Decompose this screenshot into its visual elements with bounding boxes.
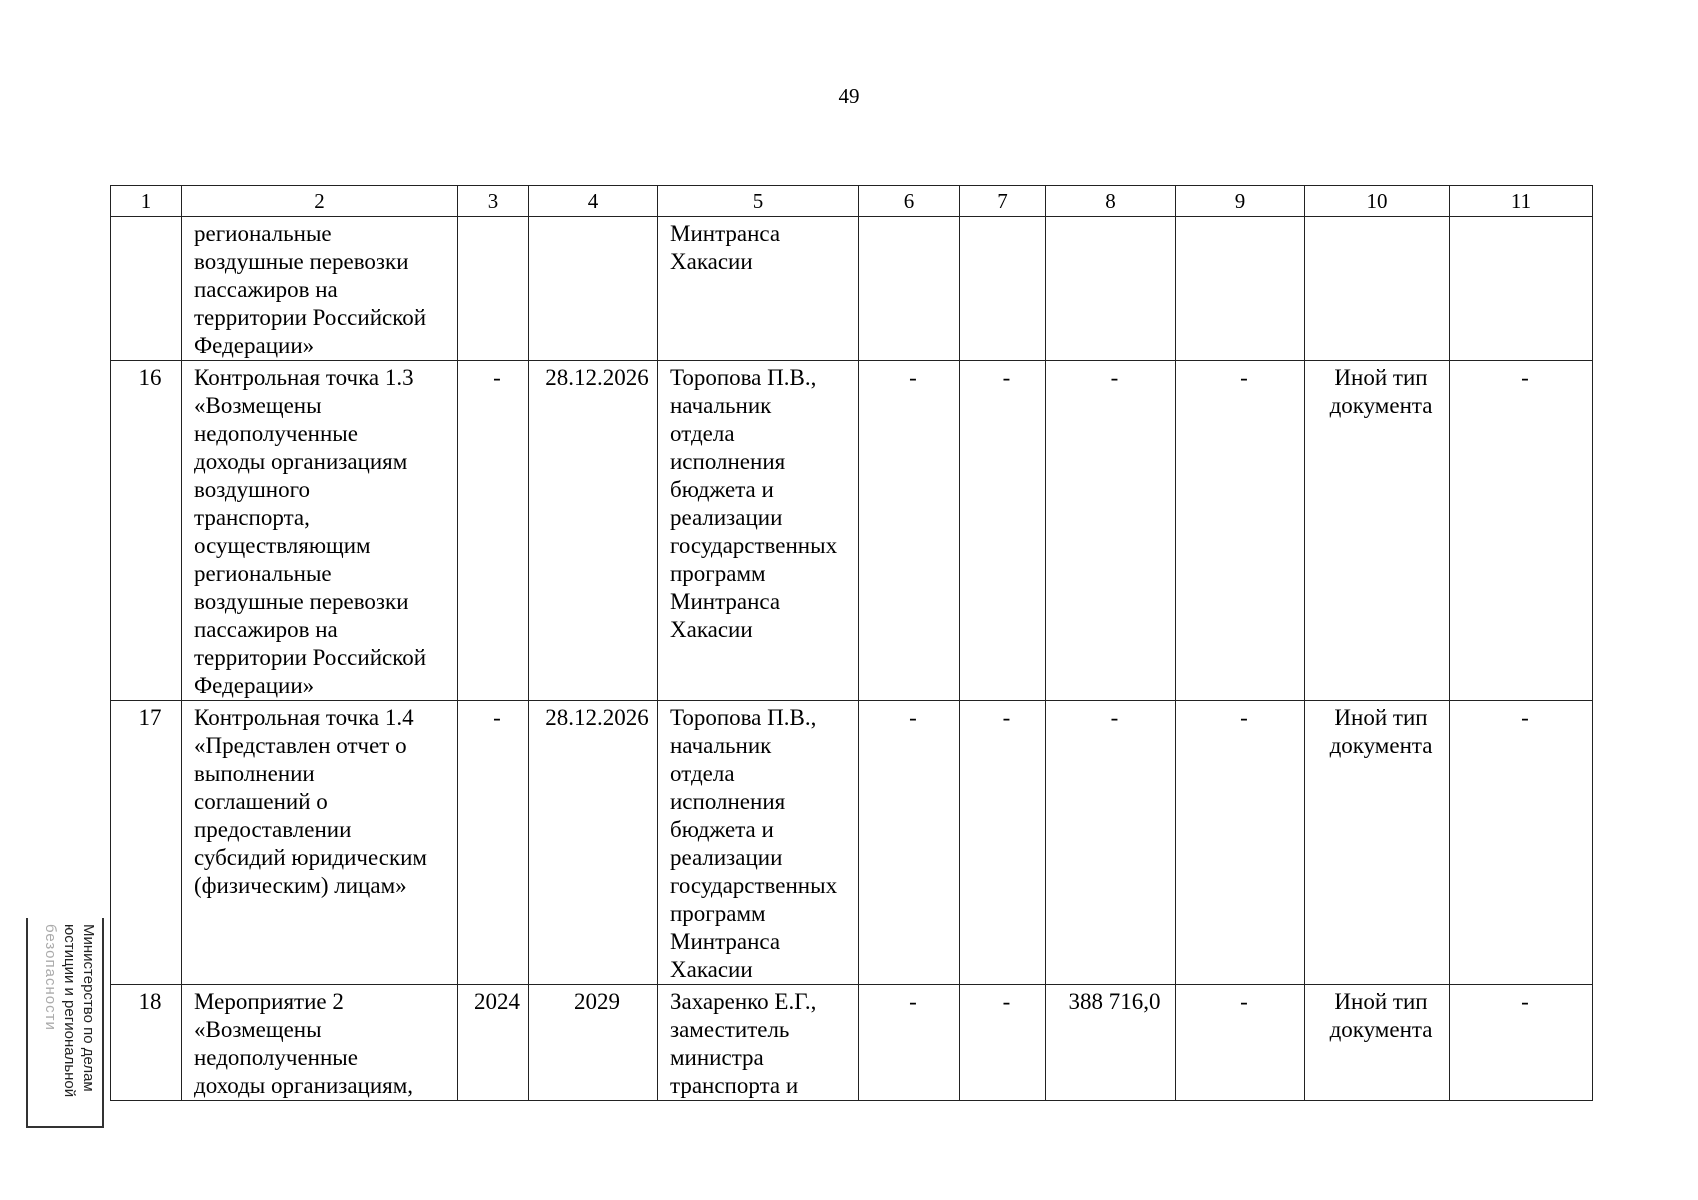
cell-col7: -	[960, 361, 1046, 701]
stamp-line-2: юстиции и региональной	[61, 924, 78, 1098]
row-number	[111, 217, 182, 361]
cell-col7: -	[960, 985, 1046, 1101]
cell-col6: -	[859, 361, 960, 701]
start-date: 2024	[458, 985, 529, 1101]
cell-col8: -	[1046, 361, 1176, 701]
cell-col8	[1046, 217, 1176, 361]
measure-name: региональные воздушные перевозки пассажиров на территории Российской Федерации»	[182, 217, 458, 361]
table-row	[111, 985, 1593, 1101]
cell-col11: -	[1450, 985, 1593, 1101]
end-date: 28.12.2026	[529, 361, 658, 701]
cell-col11	[1450, 217, 1593, 361]
cell-col9	[1176, 217, 1305, 361]
document-type: Иной тип документа	[1305, 985, 1450, 1101]
stamp-line-3: безопасности	[42, 924, 59, 1031]
cell-col8: -	[1046, 701, 1176, 985]
column-header-10: 10	[1305, 186, 1450, 217]
row-number: 16	[111, 361, 182, 701]
cell-col7: -	[960, 701, 1046, 985]
column-header-11: 11	[1450, 186, 1593, 217]
end-date	[529, 217, 658, 361]
funding-amount: 388 716,0	[1046, 985, 1176, 1101]
column-header-5: 5	[658, 186, 859, 217]
stamp-body	[26, 918, 104, 1128]
table-row	[111, 701, 1593, 985]
measure-name: Мероприятие 2 «Возмещены недополученные доходы организациям,	[182, 985, 458, 1101]
table-row	[111, 361, 1593, 701]
page-number: 49	[838, 84, 860, 108]
responsible-person: Торопова П.В., начальник отдела исполнения бюджета и реализации государственных программ Минтранса Хакасии	[658, 701, 859, 985]
start-date	[458, 217, 529, 361]
column-header-7: 7	[960, 186, 1046, 217]
end-date: 2029	[529, 985, 658, 1101]
measures-table	[110, 185, 1593, 1101]
column-header-9: 9	[1176, 186, 1305, 217]
column-header-4: 4	[529, 186, 658, 217]
end-date: 28.12.2026	[529, 701, 658, 985]
row-number: 18	[111, 985, 182, 1101]
responsible-person: Захаренко Е.Г., заместитель министра транспорта и	[658, 985, 859, 1101]
responsible-person: Минтранса Хакасии	[658, 217, 859, 361]
cell-col6: -	[859, 985, 960, 1101]
cell-col9: -	[1176, 361, 1305, 701]
row-number: 17	[111, 701, 182, 985]
document-type: Иной тип документа	[1305, 361, 1450, 701]
cell-col7	[960, 217, 1046, 361]
start-date: -	[458, 701, 529, 985]
start-date: -	[458, 361, 529, 701]
cell-col9: -	[1176, 985, 1305, 1101]
column-header-8: 8	[1046, 186, 1176, 217]
column-header-6: 6	[859, 186, 960, 217]
table-row	[111, 217, 1593, 361]
cell-col11: -	[1450, 361, 1593, 701]
responsible-person: Торопова П.В., начальник отдела исполнения бюджета и реализации государственных программ Минтранса Хакасии	[658, 361, 859, 701]
column-header-2: 2	[182, 186, 458, 217]
stamp-line-1: Министерство по делам	[80, 924, 97, 1092]
column-header-1: 1	[111, 186, 182, 217]
header-row	[111, 186, 1593, 217]
document-type: Иной тип документа	[1305, 701, 1450, 985]
document-type	[1305, 217, 1450, 361]
registration-stamp	[26, 918, 104, 1128]
measure-name: Контрольная точка 1.4 «Представлен отчет о выполнении соглашений о предоставлении субсидий юридическим (физическим) лицам»	[182, 701, 458, 985]
cell-col11: -	[1450, 701, 1593, 985]
cell-col6	[859, 217, 960, 361]
cell-col9: -	[1176, 701, 1305, 985]
column-header-3: 3	[458, 186, 529, 217]
measure-name: Контрольная точка 1.3 «Возмещены недополученные доходы организациям воздушного транспорта, осуществляющим региональные воздушные перевозки пассажиров на территории Российской Федерации»	[182, 361, 458, 701]
cell-col6: -	[859, 701, 960, 985]
